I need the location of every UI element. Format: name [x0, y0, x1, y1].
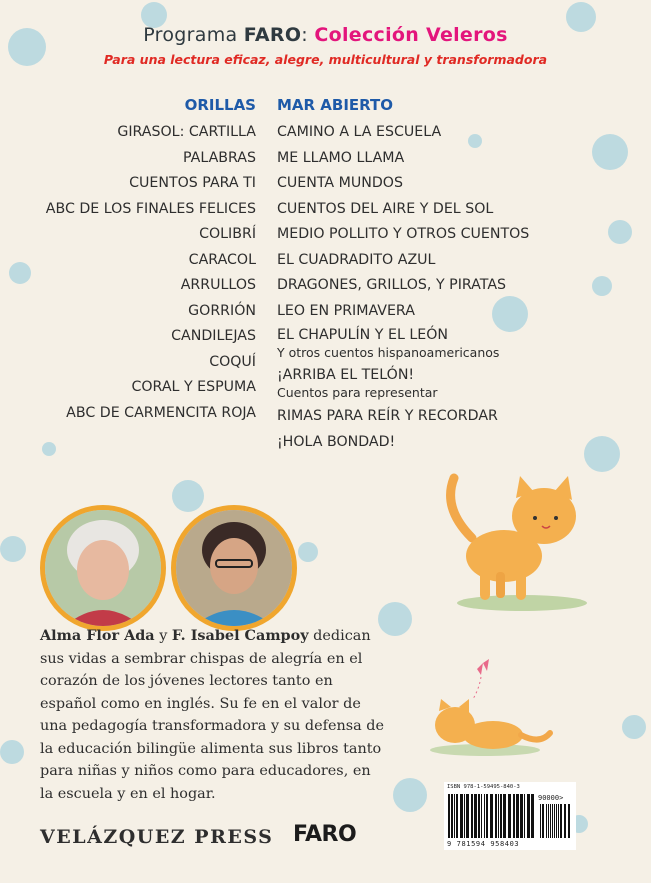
bubble-decoration [608, 220, 632, 244]
bubble-decoration [584, 436, 620, 472]
portrait-placeholder [176, 510, 292, 626]
list-item: RIMAS PARA REÍR Y RECORDAR [277, 408, 498, 424]
separator: : [301, 24, 315, 46]
list-item: DRAGONES, GRILLOS, Y PIRATAS [277, 277, 507, 293]
author-name: F. Isabel Campoy [171, 627, 309, 644]
mar-abierto-column [277, 96, 529, 455]
program-prefix: Programa [143, 24, 244, 46]
collection-name: Colección Veleros [314, 24, 508, 46]
list-item: EL CHAPULÍN Y EL LEÓN [277, 327, 449, 343]
program-title [0, 24, 651, 46]
list-item: COLIBRÍ [199, 226, 256, 242]
list-item: ME LLAMO LLAMA [277, 149, 405, 166]
bubble-decoration [298, 542, 318, 562]
list-item: ABC DE LOS FINALES FELICES [45, 200, 256, 217]
list-item: CORAL Y ESPUMA [131, 379, 256, 395]
bubble-decoration [42, 442, 56, 456]
list-item: LEO EN PRIMAVERA [277, 302, 415, 319]
bubble-decoration [592, 276, 612, 296]
list-item: CAMINO A LA ESCUELA [277, 124, 442, 140]
bubble-decoration [393, 778, 427, 812]
program-name: FARO [243, 24, 302, 46]
list-item: COQUÍ [209, 353, 256, 370]
faro-logo: FARO [293, 822, 357, 847]
portrait-placeholder [45, 510, 161, 626]
bubble-decoration [172, 480, 204, 512]
list-item: CANDILEJAS [171, 328, 256, 344]
list-item: ARRULLOS [180, 277, 256, 293]
cat-illustration [432, 468, 592, 618]
kitten-butterfly-illustration [425, 655, 555, 765]
tagline: Para una lectura eficaz, alegre, multicultural y transformadora [103, 52, 548, 67]
conjunction: y [154, 628, 172, 644]
list-item: EL CUADRADITO AZUL [277, 251, 436, 268]
list-item-subtitle: Cuentos para representar [277, 385, 438, 400]
price-code: 90000> [538, 794, 564, 802]
author-name: Alma Flor Ada [40, 627, 155, 644]
bubble-decoration [592, 134, 628, 170]
list-item: ¡ARRIBA EL TELÓN! [277, 367, 415, 383]
bio-text: dedican sus vidas a sembrar chispas de alegría en el corazón de los jóvenes lectores tanto en español como en inglés. Su fe en el valor de una pedagogía transformadora y su defensa de la educación bilingüe alimenta sus libros tanto para niñas y niños como para educadores, en la escuela y en el hogar. [40, 628, 384, 802]
list-item: CUENTOS DEL AIRE Y DEL SOL [277, 200, 494, 217]
avatar-isabel-campoy [171, 505, 297, 631]
publisher-name: VELÁZQUEZ PRESS [40, 826, 274, 848]
list-item: CARACOL [188, 251, 256, 268]
list-item: ABC DE CARMENCITA ROJA [66, 404, 256, 421]
orillas-column [46, 96, 256, 426]
mar-abierto-heading: MAR ABIERTO [277, 96, 394, 114]
bubble-decoration [9, 262, 31, 284]
avatar-alma-flor-ada [40, 505, 166, 631]
list-item: CUENTA MUNDOS [277, 175, 403, 191]
authors-bio [40, 625, 385, 805]
bubble-decoration [0, 536, 26, 562]
isbn-text: ISBN 978-1-59495-840-3 [447, 784, 520, 790]
list-item-subtitle: Y otros cuentos hispanoamericanos [277, 345, 500, 360]
bubble-decoration [0, 740, 24, 764]
bubble-decoration [622, 715, 646, 739]
list-item: GORRIÓN [188, 302, 256, 319]
list-item: PALABRAS [182, 149, 256, 166]
list-item: MEDIO POLLITO Y OTROS CUENTOS [277, 226, 530, 242]
header [0, 24, 651, 67]
barcode [444, 782, 576, 850]
isbn-number: 9 781594 958403 [447, 840, 520, 848]
list-item: GIRASOL: CARTILLA [117, 124, 256, 140]
orillas-heading: ORILLAS [184, 96, 256, 114]
list-item: CUENTOS PARA TI [129, 175, 256, 191]
list-item: ¡HOLA BONDAD! [277, 433, 396, 450]
